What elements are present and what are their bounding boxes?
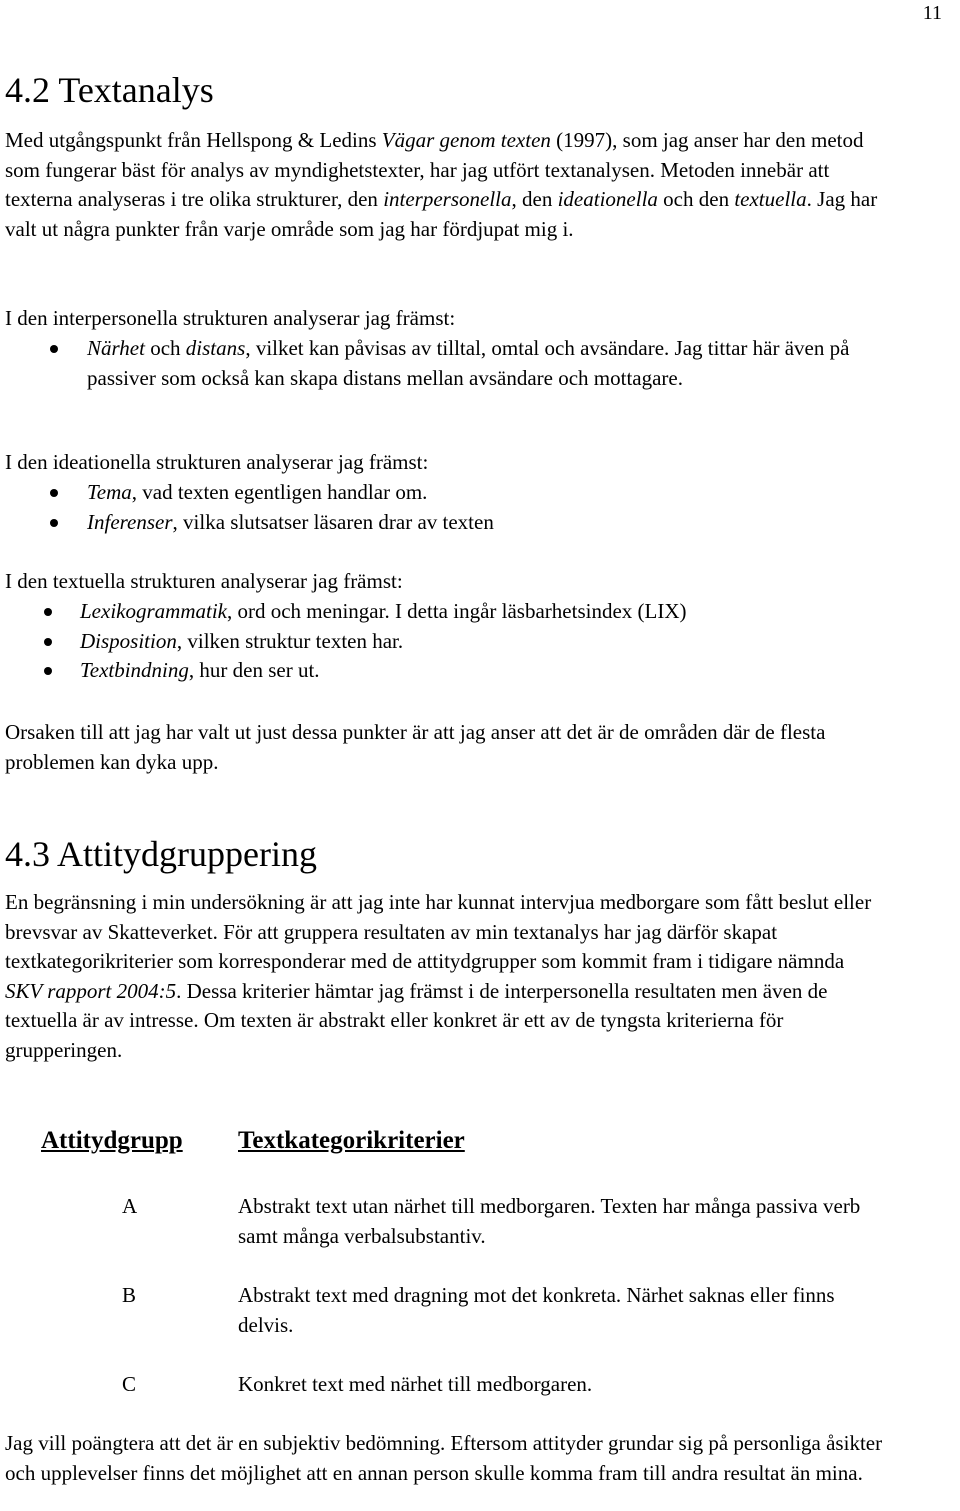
table-cell-group: B	[122, 1283, 137, 1307]
body-text: En begränsning i min undersökning är att jag inte har kunnat intervjua medborgare som fått beslut eller brevsvar av Skatteverket. För att gruppera resultaten av min textanalys har jag därför skapat textkategorikriterier som korresponderar med de attitydgrupper som kommit fram i tidigare nämnda	[5, 890, 872, 974]
list-item-text: , ord och meningar. I detta ingår läsbarhetsindex (LIX)	[226, 599, 687, 623]
textual-lead: I den textuella strukturen analyserar jag främst:	[5, 569, 403, 593]
interpersonal-list	[0, 334, 900, 393]
table-header-textkategorikriterier: Textkategorikriterier	[238, 1127, 465, 1154]
bullet-icon	[50, 489, 58, 497]
list-item-text: , vilken struktur texten har.	[176, 628, 404, 653]
list-item	[0, 478, 900, 508]
bullet-icon	[50, 345, 58, 353]
term: Textbindning	[80, 658, 189, 683]
table-cell-criteria: Abstrakt text med dragning mot det konkreta. Närhet saknas eller finns delvis.	[238, 1283, 835, 1337]
list-item-text: , vilket kan påvisas av tilltal, omtal och avsändare. Jag tittar här även på passiver som också kan skapa distans mellan avsändare och mottagare.	[87, 336, 850, 390]
list-item	[0, 334, 900, 393]
term-textuella: textuella	[734, 187, 807, 212]
book-title: Vägar genom texten	[381, 128, 551, 152]
term: Lexikogrammatik	[80, 599, 227, 623]
section-heading-attitydgruppering: 4.3 Attitydgruppering	[5, 834, 317, 874]
list-item-text: och	[144, 336, 186, 360]
list-item	[0, 656, 900, 686]
list-item	[0, 627, 900, 657]
table-cell-criteria: Konkret text med närhet till medborgaren.	[238, 1372, 593, 1396]
term-interpersonella: interpersonella	[383, 187, 512, 212]
table-cell-criteria: Abstrakt text utan närhet till medborgaren. Texten har många passiva verb samt många verbalsubstantiv.	[238, 1194, 861, 1248]
body-text: . Dessa kriterier hämtar jag främst i de interpersonella resultaten men även de textuella är av intresse. Om texten är abstrakt eller konkret är ett av de tyngsta kriterierna för grupperingen.	[5, 978, 828, 1062]
bullet-icon	[44, 608, 52, 616]
bullet-icon	[44, 638, 52, 646]
intro-text: . Jag har valt ut några punkter från varje område som jag har fördjupat mig i.	[5, 187, 878, 241]
list-item	[0, 508, 900, 538]
closing-paragraph: Jag vill poängtera att det är en subjektiv bedömning. Eftersom attityder grundar sig på personliga åsikter och upplevelser finns det möjlighet att en annan person skulle komma fram till andra resultat än mina.	[5, 1431, 883, 1485]
list-item-text: , hur den ser ut.	[188, 658, 320, 683]
bullet-icon	[50, 519, 58, 527]
term-ideationella: ideationella	[557, 187, 658, 212]
ideational-list	[0, 478, 900, 537]
intro-text: , den	[511, 187, 558, 212]
report-title: SKV rapport 2004:5	[5, 978, 177, 1003]
page-number: 11	[922, 2, 942, 24]
term: Disposition	[80, 628, 177, 653]
body-paragraph	[5, 888, 885, 1066]
term: Tema	[87, 480, 132, 504]
term: distans	[185, 336, 246, 360]
list-item	[0, 597, 900, 627]
intro-text: och den	[657, 187, 735, 212]
intro-text: (1997), som jag anser har den metod som fungerar bäst för analys av myndighetstexter, har jag utfört textanalysen. Metoden innebär att texterna analyseras i tre olika strukturer, den	[5, 128, 864, 212]
table-cell-group: C	[122, 1372, 137, 1396]
list-item-text: , vilka slutsatser läsaren drar av texten	[172, 509, 494, 534]
term: Inferenser	[87, 509, 173, 534]
ideational-lead: I den ideationella strukturen analyserar jag främst:	[5, 450, 429, 474]
intro-text: Med utgångspunkt från Hellspong & Ledins	[5, 128, 382, 152]
conclusion-paragraph: Orsaken till att jag har valt ut just dessa punkter är att jag anser att det är de områden där de flesta problemen kan dyka upp.	[5, 720, 826, 774]
section-heading-textanalys: 4.2 Textanalys	[5, 70, 214, 110]
intro-paragraph	[5, 126, 885, 244]
textual-list	[0, 597, 900, 686]
table-cell-group: A	[122, 1194, 138, 1218]
table-header-attitydgrupp: Attitydgrupp	[41, 1127, 183, 1154]
term: Närhet	[87, 336, 145, 360]
list-item-text: , vad texten egentligen handlar om.	[131, 480, 428, 504]
bullet-icon	[44, 667, 52, 675]
interpersonal-lead: I den interpersonella strukturen analyserar jag främst:	[5, 306, 456, 330]
